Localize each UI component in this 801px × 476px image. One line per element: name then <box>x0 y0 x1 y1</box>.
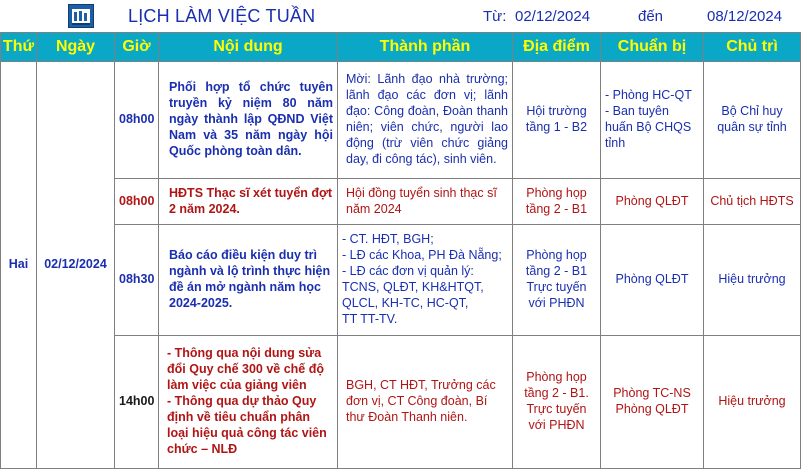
column-header-weekday: Thứ <box>1 33 37 62</box>
participants-line: - CT. HĐT, BGH; <box>342 232 434 247</box>
table-row <box>1 336 801 469</box>
preparation-cell <box>601 225 704 336</box>
content-cell <box>159 336 338 469</box>
participants-line: TT TT-TV. <box>342 311 398 326</box>
participants-cell <box>338 225 513 336</box>
location-line: Hội trường <box>526 104 587 119</box>
location-line: tầng 1 - B2 <box>525 120 588 134</box>
time-cell: 14h00 <box>115 336 159 469</box>
chair-cell <box>704 225 801 336</box>
participants-cell: BGH, CT HĐT, Trưởng các đơn vị, CT Công đoàn, Bí thư Đoàn Thanh niên. <box>338 336 513 469</box>
location-cell <box>513 336 601 469</box>
chair-cell <box>704 179 801 225</box>
page-title: LỊCH LÀM VIỆC TUẦN <box>128 6 316 26</box>
location-cell <box>513 62 601 179</box>
location-line: Trực tuyến <box>526 402 587 416</box>
chair-line: Hiệu trưởng <box>718 394 786 409</box>
content-line: - Thông qua nội dung sửa đổi Quy chế 300 về chế độ làm việc của giảng viên <box>167 346 325 393</box>
preparation-line: Phòng QLĐT <box>615 272 689 287</box>
preparation-line: - Ban tuyên huấn Bộ CHQS tỉnh <box>605 104 692 150</box>
from-date: 02/12/2024 <box>515 8 591 25</box>
content-line: - Thông qua dự thảo Quy định về tiêu chuẩn phân loại hiệu quả công tác viên chức – NLĐ <box>167 394 327 456</box>
preparation-cell <box>601 179 704 225</box>
participants-line: QLCL, KH-TC, HC-QT, <box>342 295 469 310</box>
preparation-line: Phòng TC-NS <box>613 386 691 401</box>
table-header-row <box>1 33 801 62</box>
location-line: với PHĐN <box>528 295 585 310</box>
weekday-cell: Hai <box>1 62 37 469</box>
chair-line: Hiệu trưởng <box>718 272 786 287</box>
column-header-date: Ngày <box>37 33 115 62</box>
location-cell <box>513 225 601 336</box>
location-line: tầng 2 - B1 <box>525 264 588 279</box>
time-cell: 08h30 <box>115 225 159 336</box>
content-cell: HĐTS Thạc sĩ xét tuyển đợt 2 năm 2024. <box>159 179 338 225</box>
date-cell: 02/12/2024 <box>37 62 115 469</box>
location-line: Phòng họp <box>526 248 587 263</box>
location-line: Trực tuyến <box>526 280 587 294</box>
to-date: 08/12/2024 <box>707 8 783 25</box>
table-row <box>1 225 801 336</box>
content-cell: Phối hợp tổ chức tuyên truyền kỷ niệm 80 năm ngày thành lập QĐND Việt Nam và 35 năm ngày hội Quốc phòng toàn dân. <box>159 62 338 179</box>
participants-cell: Hội đồng tuyển sinh thạc sĩ năm 2024 <box>338 179 513 225</box>
content-cell: Báo cáo điều kiện duy trì ngành và lộ trình thực hiện đề án mở ngành năm học 2024-2025. <box>159 225 338 336</box>
location-line: tầng 2 - B1 <box>525 201 588 216</box>
chair-cell <box>704 62 801 179</box>
column-header-preparation: Chuẩn bị <box>601 33 704 62</box>
chair-line: Bộ Chỉ huy <box>721 104 783 119</box>
page-header <box>0 0 801 34</box>
schedule-table <box>0 32 801 469</box>
university-logo-icon <box>68 4 94 28</box>
column-header-content: Nội dung <box>159 33 338 62</box>
location-line: tầng 2 - B1. <box>524 386 589 401</box>
column-header-participants: Thành phần <box>338 33 513 62</box>
time-cell: 08h00 <box>115 179 159 225</box>
location-line: Phòng họp <box>526 185 587 200</box>
table-row <box>1 62 801 179</box>
column-header-chair: Chủ trì <box>704 33 801 62</box>
table-row <box>1 179 801 225</box>
participants-cell: Mời: Lãnh đạo nhà trường; lãnh đạo các đơn vị; lãnh đạo: Công đoàn, Đoàn thanh niên; viên chức, người lao động (trừ viên chức giảng day, đi công tác), sinh viên. <box>338 62 513 179</box>
preparation-line: Phòng QLĐT <box>615 402 689 416</box>
column-header-location: Địa điểm <box>513 33 601 62</box>
preparation-line: - Phòng HC-QT <box>605 88 692 103</box>
chair-cell <box>704 336 801 469</box>
location-line: Phòng họp <box>526 370 587 385</box>
participants-line: - LĐ các Khoa, PH Đà Nẵng; <box>342 248 502 263</box>
chair-line: quân sự tỉnh <box>717 120 787 134</box>
from-label: Từ: <box>483 8 507 25</box>
preparation-cell <box>601 336 704 469</box>
participants-line: TCNS, QLĐT, KH&HTQT, <box>342 280 484 294</box>
preparation-cell <box>601 62 704 179</box>
location-cell <box>513 179 601 225</box>
preparation-line: Phòng QLĐT <box>615 193 689 208</box>
participants-line: - LĐ các đơn vị quản lý: <box>342 264 474 279</box>
location-line: với PHĐN <box>528 417 585 432</box>
chair-line: Chủ tịch HĐTS <box>710 193 794 208</box>
column-header-time: Giờ <box>115 33 159 62</box>
time-cell: 08h00 <box>115 62 159 179</box>
to-label: đến <box>638 8 664 25</box>
